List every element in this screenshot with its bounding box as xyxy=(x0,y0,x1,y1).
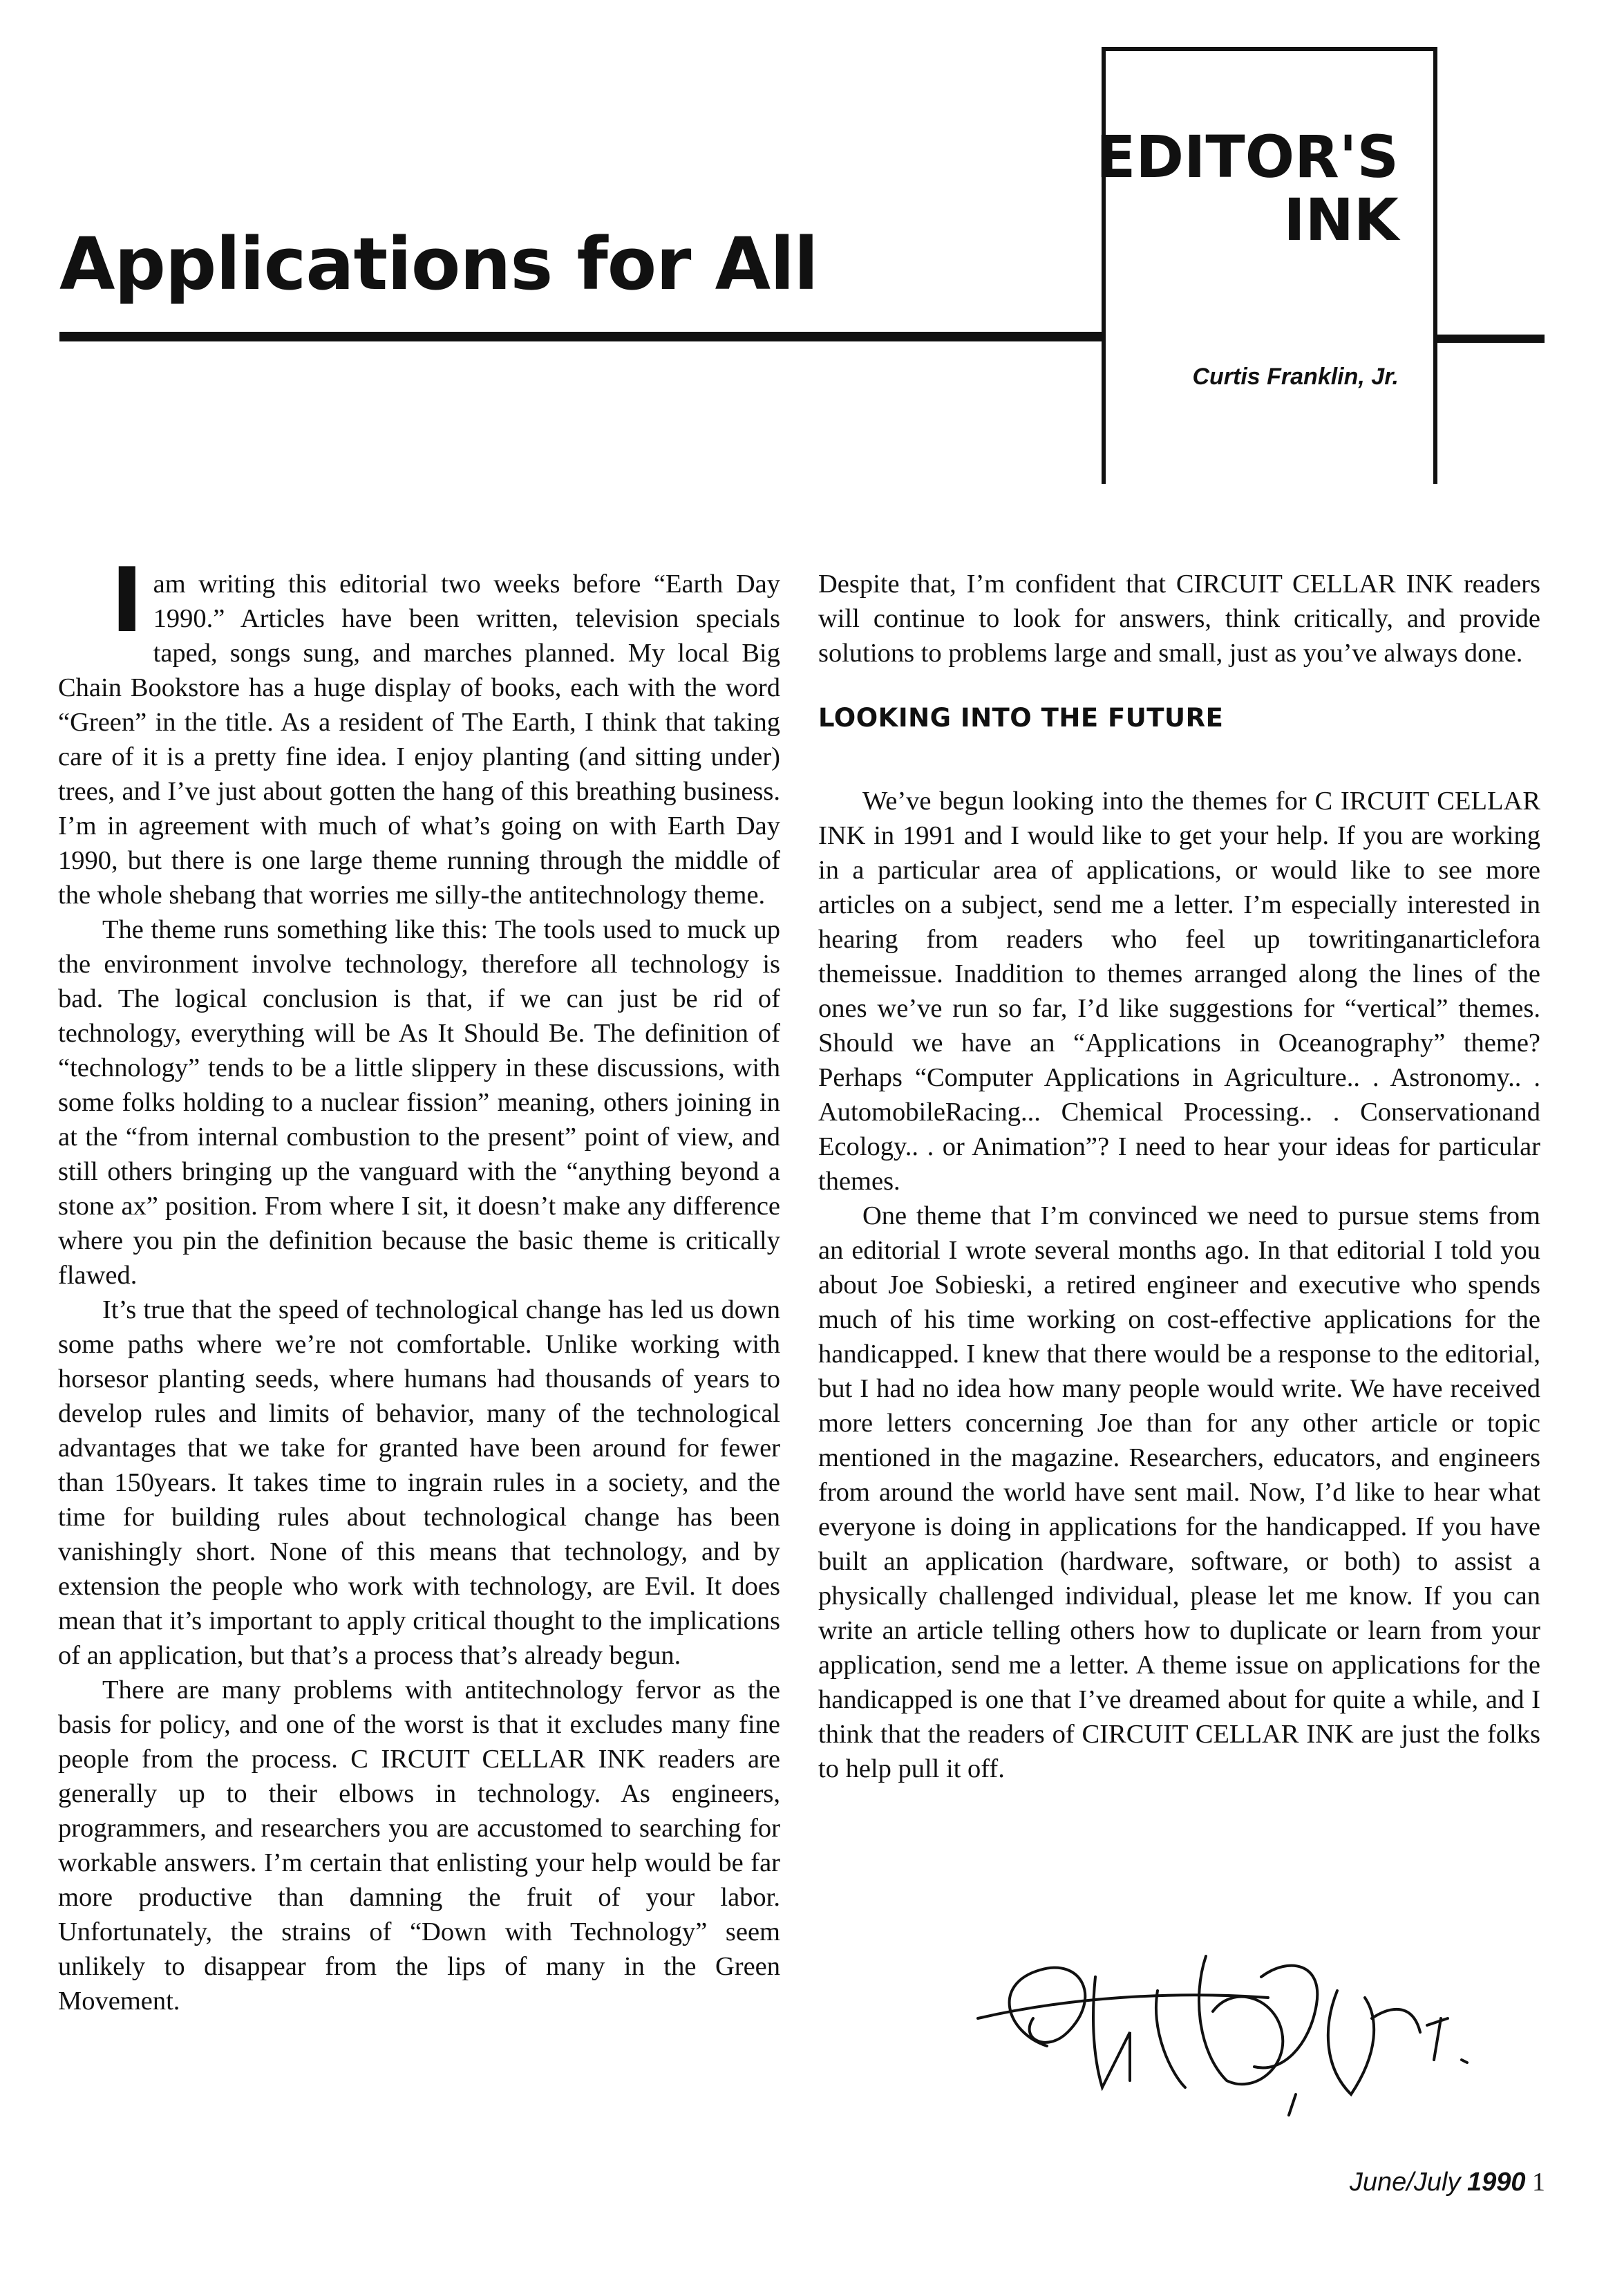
column-label-line2: INK xyxy=(1283,185,1399,254)
section-heading: LOOKING INTO THE FUTURE xyxy=(818,703,1224,733)
issue-year: 1990 xyxy=(1466,2168,1526,2197)
paragraph: There are many problems with antitechnology fervor as the basis for policy, and one of the worst is that it excludes many fine people from the process. C IRCUIT CELLAR INK readers are generally up to their elbows in technology. As engineers, programmers, and researchers you are accustomed to searching for workable answers. I’m certain that enlisting your help would be far more productive than damning the fruit of your labor. Unfortunately, the strains of “Down with Technology” seem unlikely to disappear from the lips of many in the Green Movement. xyxy=(58,1676,780,2016)
column-label-line1: EDITOR'S xyxy=(1096,123,1399,191)
paragraph: It’s true that the speed of technological change has led us down some paths where we’re not comfortable. Unlike working with horsesor planting seeds, where humans had thousands of years to develop rules and limits of behavior, many of the technological advantages that we take for granted have been around for fewer than 150years. It takes time to ingrain rules in a society, and the time for building rules about technological change has been vanishingly short. None of this means that technology, and by extension the people who work with technology, are Evil. It does mean that it’s important to apply critical thought to the implications of an application, but that’s a process that’s already begun. xyxy=(58,1295,780,1670)
paragraph: Despite that, I’m confident that CIRCUIT CELLAR INK readers will continue to look for answers, think critically, and provide solutions to problems large and small, just as you’ve always done. xyxy=(818,570,1540,668)
signature xyxy=(964,1915,1489,2122)
paragraph: One theme that I’m convinced we need to pursue stems from an editorial I wrote several months ago. In that editorial I told you about Joe Sobieski, a retired engineer and executive who spends much of his time working on cost-effective applications for the handicapped. I knew that there would be a response to the editorial, but I had no idea how many people would write. We have received more letters concerning Joe than for any other article or topic mentioned in the magazine. Researchers, educators, and engineers from around the world have sent mail. Now, I’d like to hear what everyone is doing in applications for the handicapped. If you have built an application (hardware, software, or both) to assist a physically challenged individual, please let me know. If you can write an article telling others how to duplicate or learn from your application, send me a letter. A theme issue on applications for the handicapped is one that I’ve dreamed about for quite a while, and I think that the readers of CIRCUIT CELLAR INK are just the folks to help pull it off. xyxy=(818,1201,1540,1783)
author-byline: Curtis Franklin, Jr. xyxy=(1192,364,1399,390)
article-title: Applications for All xyxy=(59,222,818,306)
title-rule-right xyxy=(1437,335,1545,343)
paragraph: The theme runs something like this: The tools used to muck up the environment involve technology, therefore all technology is bad. The logical conclusion is that, if we can just be rid of technology, everything will be As It Should Be. The definition of “technology” tends to be a little slippery in these discussions, with some folks holding to a nuclear fission” meaning, others joining in at the “from internal combustion to the present” point of view, and still others bringing up the vanguard with the “anything beyond a stone ax” position. From where I sit, it doesn’t make any difference where you pin the definition because the basic theme is critically flawed. xyxy=(58,915,780,1290)
column-label xyxy=(1096,123,1399,254)
right-column xyxy=(818,532,1540,1786)
page-number: 1 xyxy=(1532,2168,1545,2197)
drop-cap: I xyxy=(111,550,144,653)
left-column xyxy=(58,532,780,2018)
issue-date: June/July xyxy=(1349,2168,1461,2197)
title-rule xyxy=(59,332,1103,341)
paragraph: am writing this editorial two weeks before “Earth Day 1990.” Articles have been written, television specials taped, songs sung, and marches planned. My local Big Chain Bookstore has a huge display of books, each with the word “Green” in the title. As a resident of The Earth, I think that taking care of it is a pretty fine idea. I enjoy planting (and sitting under) trees, and I’ve just about gotten the hang of this breathing business. I’m in agreement with much of what’s going on with Earth Day 1990, but there is one large theme running through the middle of the whole shebang that worries me silly-the antitechnology theme. xyxy=(58,570,780,910)
editors-ink-box xyxy=(1096,47,1437,484)
paragraph: We’ve begun looking into the themes for C IRCUIT CELLAR INK in 1991 and I would like to get your help. If you are working in a particular area of applications, or would like to see more articles on a subject, send me a letter. I’m especially interested in hearing from readers who feel up towritinganarticlefora themeissue. Inaddition to themes arranged along the lines of the ones we’ve run so far, I’d like suggestions for “vertical” themes. Should we have an “Applications in Oceanography” theme? Perhaps “Computer Applications in Agriculture.. . Astronomy.. . AutomobileRacing... Chemical Processing.. . Conservationand Ecology.. . or Animation”? I need to hear your ideas for particular themes. xyxy=(818,787,1540,1196)
page-footer xyxy=(1350,2167,1545,2197)
